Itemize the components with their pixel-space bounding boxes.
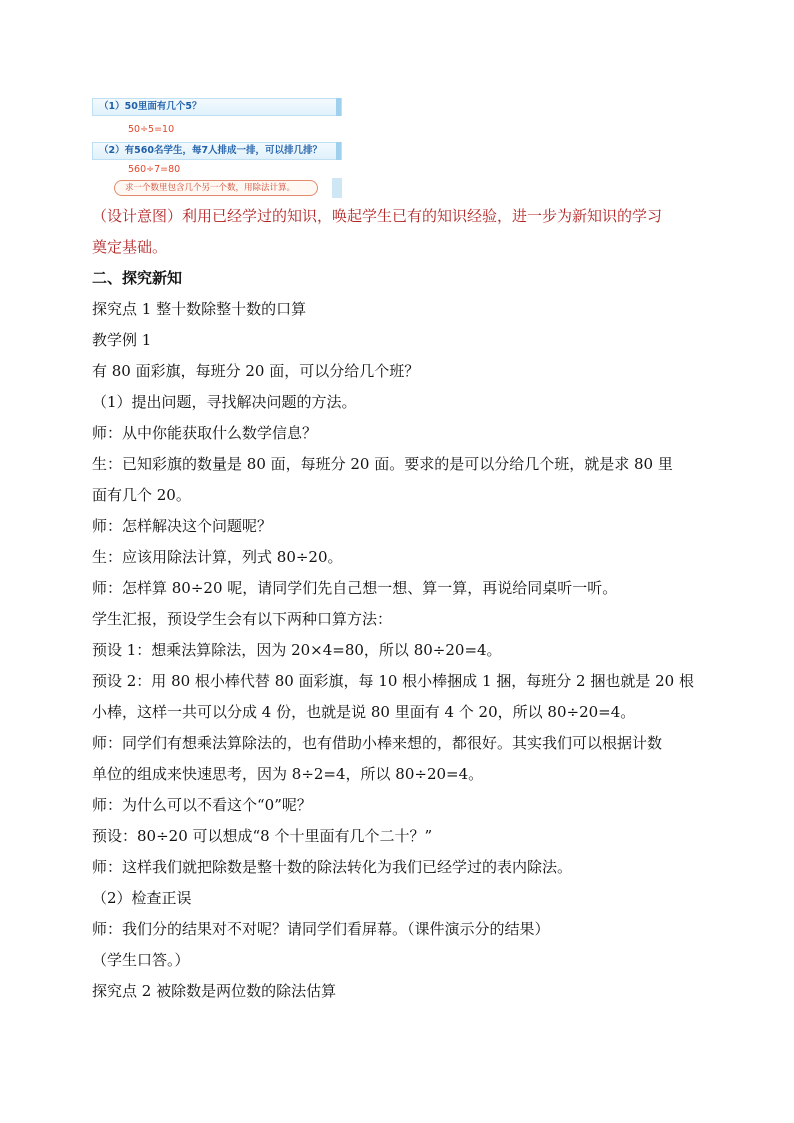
question-2-bar bbox=[92, 142, 342, 160]
answer-1: 50÷5=10 bbox=[128, 124, 175, 135]
explore-point-2: 探究点 2 被除数是两位数的除法估算 bbox=[92, 982, 337, 1000]
paragraph-line: 预设 1：想乘法算除法，因为 20×4=80，所以 80÷20=4。 bbox=[92, 641, 502, 659]
exercise-figure bbox=[92, 98, 342, 198]
paragraph-line: 师：同学们有想乘法算除法的，也有借助小棒来想的，都很好。其实我们可以根据计数 bbox=[92, 734, 663, 752]
paragraph-line: 单位的组成来快速思考，因为 8÷2=4，所以 80÷20=4。 bbox=[92, 765, 484, 783]
design-intent-line-2: 奠定基础。 bbox=[92, 238, 168, 256]
paragraph-line: 预设 2：用 80 根小棒代替 80 面彩旗，每 10 根小棒捆成 1 捆，每班分 2 捆也就是 20 根 bbox=[92, 672, 694, 690]
paragraph-line: 学生汇报，预设学生会有以下两种口算方法： bbox=[92, 610, 393, 628]
bar-cap bbox=[336, 98, 341, 116]
paragraph-line: 面有几个 20。 bbox=[92, 486, 191, 504]
paragraph-line: （2）检查正误 bbox=[92, 889, 192, 907]
paragraph-line: 师：怎样解决这个问题呢？ bbox=[92, 517, 273, 535]
bar-cap bbox=[336, 142, 341, 160]
answer-2: 560÷7=80 bbox=[128, 164, 181, 175]
paragraph-line: 师：怎样算 80÷20 呢，请同学们先自己想一想、算一算，再说给同桌听一听。 bbox=[92, 579, 618, 597]
paragraph-line: （学生口答。） bbox=[92, 951, 190, 969]
design-intent-line-1: （设计意图）利用已经学过的知识，唤起学生已有的知识经验，进一步为新知识的学习 bbox=[92, 207, 663, 225]
paragraph-line: 生：应该用除法计算，列式 80÷20。 bbox=[92, 548, 343, 566]
figure-edge bbox=[332, 178, 342, 198]
example-title: 教学例 1 bbox=[92, 331, 152, 349]
section-heading: 二、探究新知 bbox=[92, 269, 183, 287]
question-2-text: （2）有560名学生，每7人排成一排，可以排几排？ bbox=[99, 145, 323, 156]
tip-box: 求一个数里包含几个另一个数，用除法计算。 bbox=[114, 180, 318, 196]
paragraph-line: 有 80 面彩旗，每班分 20 面，可以分给几个班？ bbox=[92, 362, 420, 380]
paragraph-line: 师：这样我们就把除数是整十数的除法转化为我们已经学过的表内除法。 bbox=[92, 858, 573, 876]
paragraph-line: 师：我们分的结果对不对呢？请同学们看屏幕。（课件演示分的结果） bbox=[92, 920, 550, 938]
explore-point-1: 探究点 1 整十数除整十数的口算 bbox=[92, 300, 307, 318]
paragraph-line: 预设：80÷20 可以想成“8 个十里面有几个二十？” bbox=[92, 827, 433, 845]
paragraph-line: （1）提出问题，寻找解决问题的方法。 bbox=[92, 393, 357, 411]
question-1-bar bbox=[92, 98, 342, 116]
question-1-text: （1）50里面有几个5？ bbox=[99, 101, 202, 112]
paragraph-line: 师：为什么可以不看这个“0”呢？ bbox=[92, 796, 312, 814]
paragraph-line: 生：已知彩旗的数量是 80 面，每班分 20 面。要求的是可以分给几个班，就是求 80 里 bbox=[92, 455, 673, 473]
paragraph-line: 小棒，这样一共可以分成 4 份，也就是说 80 里面有 4 个 20，所以 80÷20=4。 bbox=[92, 703, 636, 721]
paragraph-line: 师：从中你能获取什么数学信息？ bbox=[92, 424, 318, 442]
